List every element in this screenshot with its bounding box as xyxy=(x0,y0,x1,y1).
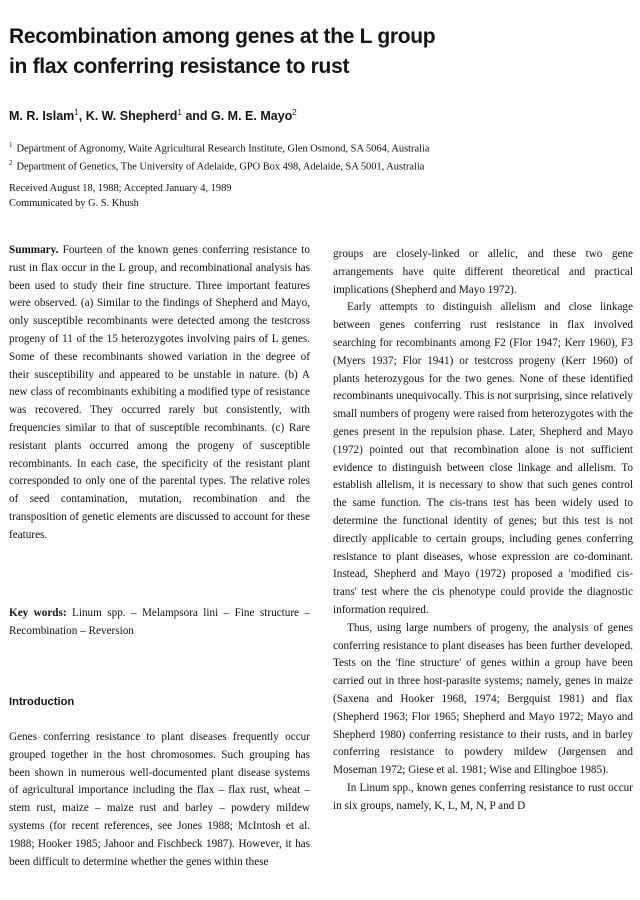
summary-text: Fourteen of the known genes conferring resistance to rust in flax occur in the L group, and recombinational analysis has been used to study their fine structure. Three important features were observed. (a) Similar to the findings of Shepherd and Mayo, only susceptible recombinants were detected among the testcross progeny of 11 of the 15 heterozygotes involving pairs of L genes. Some of these recombinants showed variation in the degree of their susceptibility and appeared to be unstable in nature. (b) A new class of recombinants exhibiting a modified type of resistance was recovered. They occurred rarely but consistently, with frequencies similar to that of susceptible recombinants. (c) Rare resistant plants occurred among the progeny of susceptible recombinants. In each case, the specificity of the resistant plant corresponded to only one of the parental types. The relative roles of seed contamination, mutation, recombination and the transposition of genetic elements are discussed to account for these features. xyxy=(9,244,310,541)
keywords-text: Linum spp. – Melampsora lini – Fine structure – Recombination – Reversion xyxy=(9,607,311,637)
summary-label: Summary. xyxy=(9,244,59,256)
body-paragraph: In Linum spp., known genes conferring resistance to rust occur in six groups, namely, K, L, M, N, P and D xyxy=(333,781,633,812)
summary-paragraph xyxy=(9,242,310,545)
keywords-label: Key words: xyxy=(9,607,67,619)
author-name: K. W. Shepherd xyxy=(85,109,178,124)
introduction-paragraph: Genes conferring resistance to plant diseases frequently occur grouped together in the host chromosomes. Such grouping has been shown in numerous well-documented plant disease systems of agricultural importance including the flax – flax rust, wheat – stem rust, maize – maize rust and barley – powdery mildew systems (for recent references, see Jones 1988; McIntosh et al. 1988; Hooker 1985; Jahoor and Fischbeck 1987). However, it has been difficult to determine whether the genes within these xyxy=(9,731,310,868)
keywords-paragraph xyxy=(9,605,310,641)
affiliations xyxy=(9,138,429,175)
affiliation-line: $^2$ Department of Genetics, The University of Adelaide, GPO Box 498, Adelaide, SA 5001, Australia xyxy=(9,159,425,173)
received-line: Received August 18, 1988; Accepted January 4, 1989 xyxy=(9,183,232,194)
body-paragraph: Early attempts to distinguish allelism and close linkage between genes conferring rust resistance in flax involved searching for recombinants among F2 (Flor 1947; Kerr 1960), F3 (Myers 1937; Flor 1941) or testcross progeny (Kerr 1960) of plants heterozygous for the two genes. None of these identified recombinants unequivocally. This is not surprising, since relatively small numbers of progeny were raised from heterozygotes with the genes present in the repulsion phase. Later, Shepherd and Mayo (1972) pointed out that recombination alone is not sufficient evidence to distinguish between close linkage and allelism. To establish allelism, it is necessary to show that such genes control the same function. The cis-trans test has been widely used to determine the functional identity of genes; but this test is not directly applicable to certain groups, including genes conferring resistance to plant diseases, whose expression are co-dominant. Instead, Shepherd and Mayo (1972) proposed a 'modified cis-trans' test where the cis phenotype could provide the diagnostic information required. xyxy=(333,301,633,616)
paper-title: Recombination among genes at the L group in flax conferring resistance to rust xyxy=(9,25,436,78)
submission-dates xyxy=(9,181,231,211)
affiliation-line: $^1$ Department of Agronomy, Waite Agricultural Research Institute, Glen Osmond, SA 5064, Australia xyxy=(9,141,430,155)
author-list: M. R. Islam$^1$, K. W. Shepherd$^1$ and G. M. E. Mayo$^2$ xyxy=(9,108,297,124)
author-affiliation-mark: 1 xyxy=(74,108,79,117)
author-name: M. R. Islam xyxy=(9,109,75,124)
author-affiliation-mark: 2 xyxy=(292,108,297,117)
introduction-heading: Introduction xyxy=(9,696,75,708)
introduction-section xyxy=(9,729,310,871)
communicated-line: Communicated by G. S. Khush xyxy=(9,198,139,209)
right-column xyxy=(333,246,633,816)
summary-section xyxy=(9,242,310,545)
keywords-section xyxy=(9,605,310,641)
author-name: G. M. E. Mayo xyxy=(211,109,293,124)
body-paragraph: Thus, using large numbers of progeny, the analysis of genes conferring resistance to plant diseases has been further developed. Tests on the 'fine structure' of genes within a group have been carried out in three host-parasite systems; namely, genes in maize (Saxena and Hooker 1968, 1974; Bergquist 1981) and flax (Shepherd 1963; Flor 1965; Shepherd and Mayo 1972; Mayo and Shepherd 1980) conferring resistance to their rusts, and in barley conferring resistance to powdery mildew (Jørgensen and Moseman 1972; Giese et al. 1981; Wise and Ellingboe 1985). xyxy=(333,621,633,777)
body-paragraph: groups are closely-linked or allelic, and these two gene arrangements have quite different theoretical and practical implications (Shepherd and Mayo 1972). xyxy=(333,248,633,296)
author-affiliation-mark: 1 xyxy=(177,108,182,117)
